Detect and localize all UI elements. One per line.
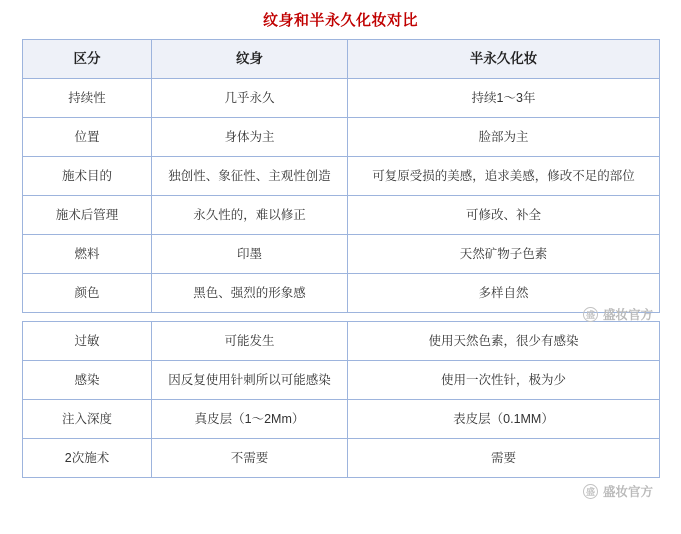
cell-semi-permanent: 可修改、补全 bbox=[348, 196, 660, 235]
row-label: 燃料 bbox=[23, 235, 152, 274]
cell-semi-permanent: 持续1～3年 bbox=[348, 79, 660, 118]
row-label: 施术目的 bbox=[23, 157, 152, 196]
table-row bbox=[23, 235, 660, 274]
row-label: 2次施术 bbox=[23, 439, 152, 478]
cell-tattoo: 独创性、象征性、主观性创造 bbox=[152, 157, 348, 196]
cell-tattoo: 永久性的，难以修正 bbox=[152, 196, 348, 235]
cell-semi-permanent: 脸部为主 bbox=[348, 118, 660, 157]
cell-tattoo: 印墨 bbox=[152, 235, 348, 274]
cell-semi-permanent: 表皮层（0.1MM） bbox=[348, 400, 660, 439]
cell-semi-permanent: 天然矿物子色素 bbox=[348, 235, 660, 274]
cell-tattoo: 可能发生 bbox=[152, 322, 348, 361]
row-label: 持续性 bbox=[23, 79, 152, 118]
table-row bbox=[23, 361, 660, 400]
column-header-tattoo: 纹身 bbox=[152, 40, 348, 79]
row-label: 注入深度 bbox=[23, 400, 152, 439]
comparison-table-top bbox=[22, 39, 660, 313]
row-label: 施术后管理 bbox=[23, 196, 152, 235]
table-row bbox=[23, 400, 660, 439]
table-separator bbox=[22, 313, 659, 321]
cell-tattoo: 不需要 bbox=[152, 439, 348, 478]
brand-logo-icon: 盛 bbox=[583, 307, 598, 322]
table-row bbox=[23, 196, 660, 235]
brand-logo-icon: 盛 bbox=[583, 484, 598, 499]
table-row bbox=[23, 157, 660, 196]
cell-semi-permanent: 使用一次性针，极为少 bbox=[348, 361, 660, 400]
comparison-table-bottom bbox=[22, 321, 660, 478]
row-label: 颜色 bbox=[23, 274, 152, 313]
cell-tattoo: 黑色、强烈的形象感 bbox=[152, 274, 348, 313]
watermark-label: 盛妆官方 bbox=[602, 308, 653, 322]
row-label: 感染 bbox=[23, 361, 152, 400]
table-row bbox=[23, 322, 660, 361]
table-header-row bbox=[23, 40, 660, 79]
page-title: 纹身和半永久化妆对比 bbox=[262, 12, 418, 29]
cell-tattoo: 几乎永久 bbox=[152, 79, 348, 118]
cell-semi-permanent: 使用天然色素，很少有感染 bbox=[348, 322, 660, 361]
cell-semi-permanent: 多样自然 bbox=[348, 274, 660, 313]
watermark-bottom bbox=[583, 482, 653, 500]
row-label: 位置 bbox=[23, 118, 152, 157]
cell-tattoo: 真皮层（1～2Mm） bbox=[152, 400, 348, 439]
row-label: 过敏 bbox=[23, 322, 152, 361]
column-header-semi-permanent: 半永久化妆 bbox=[348, 40, 660, 79]
watermark-label: 盛妆官方 bbox=[602, 485, 653, 499]
table-row bbox=[23, 118, 660, 157]
cell-tattoo: 因反复使用针刺所以可能感染 bbox=[152, 361, 348, 400]
column-header-category: 区分 bbox=[23, 40, 152, 79]
table-row bbox=[23, 79, 660, 118]
comparison-table-bottom-wrap bbox=[22, 321, 659, 478]
table-row bbox=[23, 274, 660, 313]
cell-tattoo: 身体为主 bbox=[152, 118, 348, 157]
cell-semi-permanent: 可复原受损的美感，追求美感，修改不足的部位 bbox=[348, 157, 660, 196]
cell-semi-permanent: 需要 bbox=[348, 439, 660, 478]
table-row bbox=[23, 439, 660, 478]
comparison-table-top-wrap bbox=[22, 39, 659, 313]
